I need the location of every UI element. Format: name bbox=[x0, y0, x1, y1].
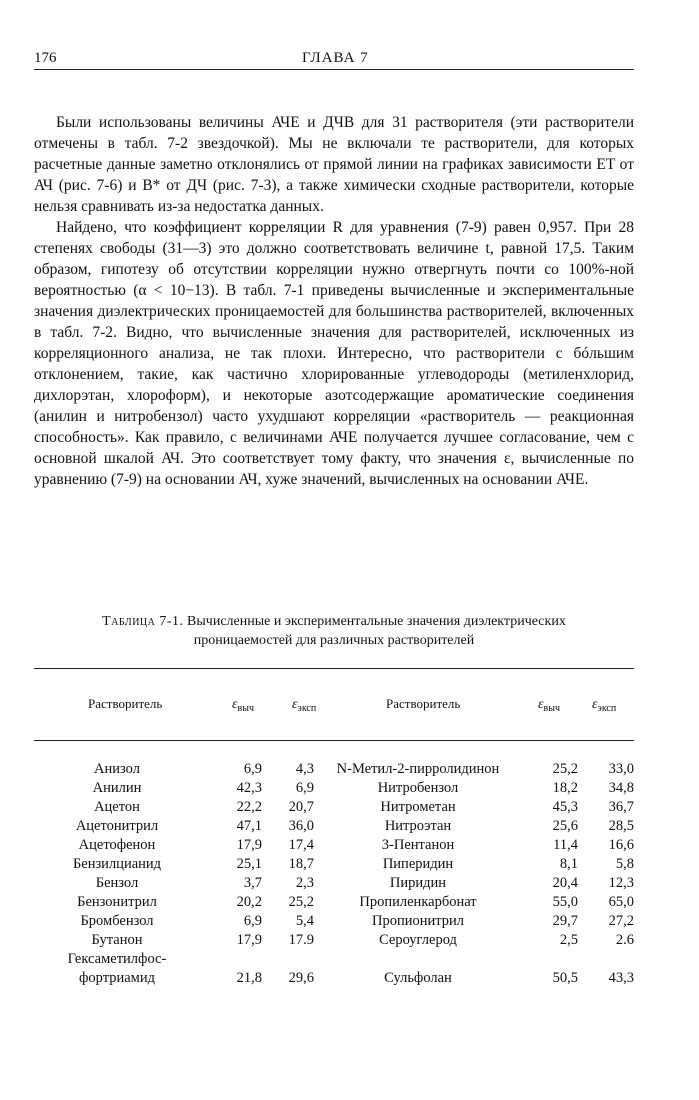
table-row bbox=[34, 874, 634, 893]
epsilon-symbol: ε bbox=[232, 697, 238, 712]
eps-exp: 36,7 bbox=[608, 799, 634, 815]
eps-exp: 2.6 bbox=[615, 932, 634, 948]
calc-subscript: выч bbox=[237, 703, 255, 714]
eps-exp: 6,9 bbox=[295, 780, 314, 796]
table-caption bbox=[34, 612, 634, 650]
eps-exp bbox=[578, 950, 634, 969]
col-header-calc-right bbox=[538, 696, 560, 714]
solvent-name: Пропионитрил bbox=[371, 913, 465, 929]
solvent-name: Ацетонитрил bbox=[75, 818, 159, 834]
solvent-name: Анилин bbox=[92, 780, 142, 796]
page-number: 176 bbox=[34, 50, 57, 66]
eps-calc: 17,9 bbox=[236, 932, 262, 948]
eps-exp: 16,6 bbox=[608, 837, 634, 853]
chapter-title: ГЛАВА 7 bbox=[302, 50, 369, 66]
eps-exp: 34,8 bbox=[608, 780, 634, 796]
eps-calc: 29,7 bbox=[552, 913, 578, 929]
table-row bbox=[34, 969, 634, 988]
table-row bbox=[34, 893, 634, 912]
solvent-name: 3-Пентанон bbox=[381, 837, 455, 853]
solvent-name: Пиридин bbox=[389, 875, 447, 891]
eps-calc bbox=[200, 950, 262, 969]
eps-calc: 20,4 bbox=[552, 875, 578, 891]
solvent-name: Нитроэтан bbox=[384, 818, 452, 834]
solvent-name: Бензол bbox=[95, 875, 139, 891]
table-caption-label: Таблица 7-1. bbox=[102, 614, 184, 629]
solvent-name: Гексаметилфос- bbox=[67, 951, 167, 967]
table-row bbox=[34, 855, 634, 874]
table-caption-line1: Вычисленные и экспериментальные значения диэлектрических bbox=[187, 614, 566, 629]
solvent-name: Ацетон bbox=[94, 799, 140, 815]
eps-exp bbox=[262, 950, 314, 969]
col-header-calc-left bbox=[232, 696, 254, 714]
epsilon-symbol: ε bbox=[538, 697, 544, 712]
solvent-name: N-Метил-2-пирролидинон bbox=[336, 761, 500, 777]
col-header-solvent-left: Растворитель bbox=[88, 696, 163, 711]
eps-calc: 6,9 bbox=[243, 761, 262, 777]
dielectric-table bbox=[34, 760, 634, 988]
solvent-name: Анизол bbox=[94, 761, 140, 777]
solvent-name: Бутанон bbox=[91, 932, 143, 948]
eps-exp: 29,6 bbox=[288, 970, 314, 986]
solvent-name: фортриамид bbox=[79, 970, 155, 986]
eps-calc: 6,9 bbox=[243, 913, 262, 929]
col-header-solvent-right: Растворитель bbox=[386, 696, 461, 711]
eps-calc: 47,1 bbox=[236, 818, 262, 834]
eps-calc: 42,3 bbox=[236, 780, 262, 796]
eps-calc: 8,1 bbox=[559, 856, 578, 872]
exp-subscript: эксп bbox=[297, 703, 317, 714]
table-row bbox=[34, 950, 634, 969]
table-row bbox=[34, 798, 634, 817]
solvent-name: Нитробензол bbox=[377, 780, 459, 796]
eps-exp: 33,0 bbox=[608, 761, 634, 777]
eps-exp: 18,7 bbox=[288, 856, 314, 872]
eps-exp: 28,5 bbox=[608, 818, 634, 834]
eps-calc: 3,7 bbox=[243, 875, 262, 891]
solvent-name bbox=[314, 950, 522, 969]
eps-calc: 25,1 bbox=[236, 856, 262, 872]
paragraph-1: Были использованы величины АЧE и ДЧB для 31 растворителя (эти растворители отмечены в табл. 7-2 звездочкой). Мы не включали те растворители, для которых расчетные данные заметно отклонялись от прямой линии на графиках зависимости ET от АЧ (рис. 7-6) и B* от ДЧ (рис. 7-3), а также химически сходные растворители, которые нельзя сравнивать из-за недостатка данных. bbox=[34, 114, 634, 215]
eps-exp: 17.9 bbox=[288, 932, 314, 948]
table-row bbox=[34, 817, 634, 836]
epsilon-symbol: ε bbox=[292, 697, 298, 712]
eps-calc: 20,2 bbox=[236, 894, 262, 910]
calc-subscript: выч bbox=[543, 703, 561, 714]
solvent-name: Бензонитрил bbox=[77, 894, 157, 910]
eps-exp: 2,3 bbox=[295, 875, 314, 891]
solvent-name: Бензилцианид bbox=[72, 856, 162, 872]
eps-exp: 12,3 bbox=[608, 875, 634, 891]
table-row bbox=[34, 760, 634, 779]
eps-calc: 21,8 bbox=[236, 970, 262, 986]
eps-exp: 25,2 bbox=[288, 894, 314, 910]
eps-exp: 5,8 bbox=[615, 856, 634, 872]
eps-calc: 18,2 bbox=[552, 780, 578, 796]
eps-calc: 17,9 bbox=[236, 837, 262, 853]
table-caption-line2: проницаемостей для различных растворителей bbox=[193, 633, 475, 648]
eps-exp: 5,4 bbox=[295, 913, 314, 929]
eps-calc bbox=[522, 950, 578, 969]
solvent-name: Сероуглерод bbox=[379, 932, 457, 948]
eps-calc: 22,2 bbox=[236, 799, 262, 815]
eps-calc: 25,2 bbox=[552, 761, 578, 777]
eps-exp: 4,3 bbox=[295, 761, 314, 777]
eps-exp: 43,3 bbox=[608, 970, 634, 986]
exp-subscript: эксп bbox=[597, 703, 617, 714]
eps-exp: 36,0 bbox=[288, 818, 314, 834]
table-row bbox=[34, 912, 634, 931]
header-rule bbox=[34, 69, 634, 70]
eps-calc: 2,5 bbox=[559, 932, 578, 948]
table-row bbox=[34, 931, 634, 950]
eps-calc: 45,3 bbox=[552, 799, 578, 815]
solvent-name: Пропиленкарбонат bbox=[359, 894, 477, 910]
paragraph-2: Найдено, что коэффициент корреляции R для уравнения (7-9) равен 0,957. При 28 степенях свободы (31—3) это должно соответствовать величине t, равной 17,5. Таким образом, гипотезу об отсутствии корреляции нужно отвергнуть почти со 100%-ной вероятностью (α < 10−13). В табл. 7-1 приведены вычисленные и экспериментальные значения диэлектрических проницаемостей для большинства растворителей, включенных в табл. 7-2. Видно, что вычисленные значения для растворителей, исключенных из корреляционного анализа, не так плохи. Интересно, что растворители с бóльшим отклонением, такие, как частично хлорированные углеводороды (метиленхлорид, дихлорэтан, хлороформ), и некоторые азотсодержащие ароматические соединения (анилин и нитробензол) часто ухудшают корреляции «растворитель — реакционная способность». Как правило, с величинами АЧE получается лучшее согласование, чем с основной шкалой АЧ. Это соответствует тому факту, что значения ε, вычисленные по уравнению (7-9) на основании АЧ, хуже значений, вычисленных на основании АЧE. bbox=[34, 219, 634, 488]
table-row bbox=[34, 836, 634, 855]
eps-calc: 25,6 bbox=[552, 818, 578, 834]
epsilon-symbol: ε bbox=[592, 697, 598, 712]
solvent-name: Сульфолан bbox=[384, 970, 452, 986]
eps-calc: 11,4 bbox=[553, 837, 578, 853]
solvent-name: Пиперидин bbox=[382, 856, 454, 872]
col-header-exp-left bbox=[292, 696, 316, 714]
solvent-name: Ацетофенон bbox=[78, 837, 156, 853]
solvent-name: Бромбензол bbox=[80, 913, 154, 929]
col-header-exp-right bbox=[592, 696, 616, 714]
eps-calc: 50,5 bbox=[552, 970, 578, 986]
eps-exp: 20,7 bbox=[288, 799, 314, 815]
eps-calc: 55,0 bbox=[552, 894, 578, 910]
eps-exp: 27,2 bbox=[608, 913, 634, 929]
table-row bbox=[34, 779, 634, 798]
eps-exp: 17,4 bbox=[288, 837, 314, 853]
table-header-rule bbox=[34, 740, 634, 741]
solvent-name: Нитрометан bbox=[380, 799, 456, 815]
page-header bbox=[34, 50, 634, 68]
body-text bbox=[34, 112, 634, 490]
eps-exp: 65,0 bbox=[608, 894, 634, 910]
table-top-rule bbox=[34, 668, 634, 669]
